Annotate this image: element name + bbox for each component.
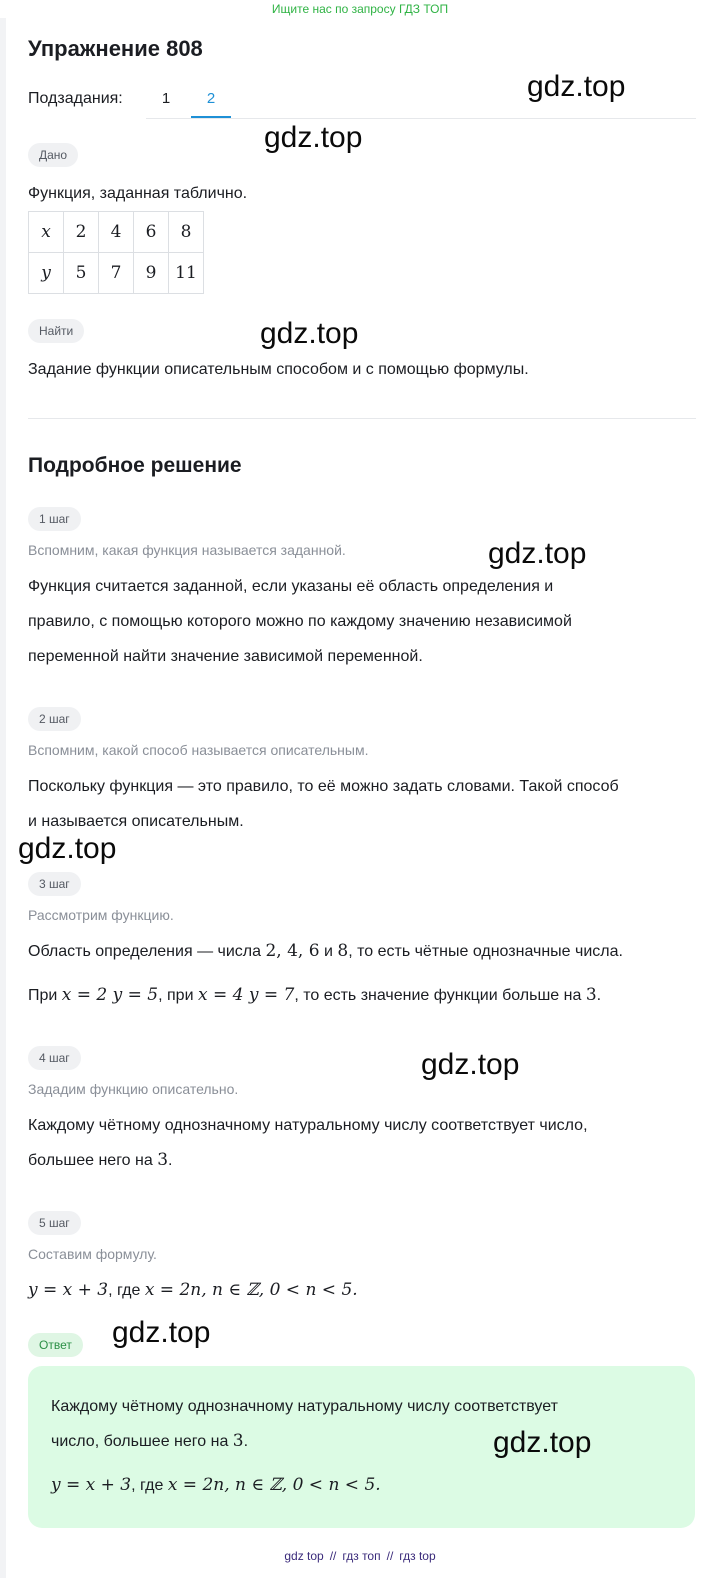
table-cell: 7	[99, 253, 134, 294]
table-cell: 11	[169, 253, 204, 294]
table-cell: 6	[134, 212, 169, 253]
tabs-divider	[146, 118, 696, 119]
step-4-pill: 4 шаг	[28, 1046, 81, 1070]
math-fragment: 3	[232, 1431, 244, 1451]
step-1-line: Функция считается заданной, если указаны её область определения и	[28, 578, 554, 595]
step-2-line: Поскольку функция — это правило, то её можно задать словами. Такой способ	[28, 778, 619, 795]
text-fragment: , то есть чётные однозначные числа.	[348, 943, 623, 960]
footer-separator: //	[386, 1549, 394, 1563]
text-fragment: , при	[158, 987, 198, 1004]
top-banner: Ищите нас по запросу ГДЗ ТОП	[271, 2, 449, 16]
table-cell: 9	[134, 253, 169, 294]
step-3-line-2	[28, 978, 601, 1013]
text-fragment: .	[243, 1433, 249, 1450]
step-1-pill: 1 шаг	[28, 507, 81, 531]
answer-box	[28, 1366, 695, 1528]
text-fragment: , где	[131, 1477, 168, 1494]
step-2-pill: 2 шаг	[28, 707, 81, 731]
left-edge-bar	[0, 18, 6, 1578]
footer-link[interactable]: гдз top	[399, 1549, 436, 1563]
step-1-line: переменной найти значение зависимой переменной.	[28, 648, 423, 665]
text-fragment: большее него на	[28, 1152, 158, 1169]
step-1-hint: Вспомним, какая функция называется заданной.	[28, 542, 346, 558]
table-cell: 8	[169, 212, 204, 253]
section-divider	[28, 418, 696, 419]
watermark: gdz.top	[527, 70, 626, 103]
step-3-hint: Рассмотрим функцию.	[28, 907, 174, 923]
text-fragment: и	[319, 943, 338, 960]
watermark: gdz.top	[488, 537, 587, 570]
table-cell: 2	[64, 212, 99, 253]
table-row	[29, 212, 204, 253]
step-2-line: и называется описательным.	[28, 813, 244, 830]
watermark: gdz.top	[264, 121, 363, 154]
footer-link[interactable]: gdz top	[284, 1549, 324, 1563]
find-text: Задание функции описательным способом и с помощью формулы.	[28, 361, 529, 378]
math-fragment: y = x + 3	[51, 1475, 132, 1495]
text-fragment: Область определения — числа	[28, 943, 266, 960]
watermark: gdz.top	[260, 317, 359, 350]
step-4-line-1: Каждому чётному однозначному натуральному числу соответствует число,	[28, 1117, 588, 1134]
math-fragment: 8	[337, 941, 349, 961]
table-cell: y	[29, 253, 64, 294]
text-fragment: .	[596, 987, 602, 1004]
math-fragment: x = 2n, n ∈ ℤ, 0 < n < 5.	[167, 1475, 381, 1495]
math-fragment: x = 2 y = 5	[61, 985, 159, 1005]
answer-line-2	[51, 1424, 248, 1459]
table-cell: x	[29, 212, 64, 253]
given-text: Функция, заданная таблично.	[28, 185, 248, 202]
text-fragment: .	[168, 1152, 173, 1169]
step-3-pill: 3 шаг	[28, 872, 81, 896]
function-table	[28, 211, 204, 294]
math-fragment: 3	[585, 985, 597, 1005]
step-5-formula	[28, 1273, 358, 1308]
given-pill: Дано	[28, 143, 78, 167]
watermark: gdz.top	[493, 1426, 592, 1459]
watermark: gdz.top	[112, 1316, 211, 1349]
table-cell: 5	[64, 253, 99, 294]
footer	[0, 1549, 720, 1563]
math-fragment: x = 2n, n ∈ ℤ, 0 < n < 5.	[144, 1280, 358, 1300]
tab-subtask-2[interactable]: 2	[206, 90, 216, 107]
step-1-line: правило, с помощью которого можно по каждому значению независимой	[28, 613, 572, 630]
text-fragment: число, большее него на	[51, 1433, 233, 1450]
text-fragment: , то есть значение функции больше на	[294, 987, 586, 1004]
step-4-line-2	[28, 1143, 172, 1178]
math-fragment: 3	[157, 1150, 169, 1170]
step-4-hint: Зададим функцию описательно.	[28, 1081, 239, 1097]
text-fragment: , где	[108, 1282, 145, 1299]
tab-subtask-1[interactable]: 1	[161, 90, 171, 107]
table-cell: 4	[99, 212, 134, 253]
text-fragment: При	[28, 987, 62, 1004]
table-row	[29, 253, 204, 294]
answer-pill: Ответ	[28, 1333, 83, 1357]
footer-separator: //	[329, 1549, 337, 1563]
active-tab-indicator	[191, 116, 231, 118]
watermark: gdz.top	[421, 1048, 520, 1081]
answer-line-1: Каждому чётному однозначному натуральному числу соответствует	[51, 1398, 558, 1415]
math-fragment: 2, 4, 6	[265, 941, 320, 961]
footer-link[interactable]: гдз топ	[342, 1549, 381, 1563]
answer-formula	[51, 1468, 381, 1503]
step-3-line-1	[28, 934, 623, 969]
step-2-hint: Вспомним, какой способ называется описательным.	[28, 742, 369, 758]
step-5-pill: 5 шаг	[28, 1211, 81, 1235]
solution-title: Подробное решение	[28, 454, 242, 477]
math-fragment: x = 4 y = 7	[197, 985, 295, 1005]
page-title: Упражнение 808	[28, 36, 203, 61]
find-pill: Найти	[28, 319, 84, 343]
math-fragment: y = x + 3	[28, 1280, 109, 1300]
step-5-hint: Составим формулу.	[28, 1246, 157, 1262]
watermark: gdz.top	[18, 832, 117, 865]
subtasks-label: Подзадания:	[28, 90, 123, 107]
